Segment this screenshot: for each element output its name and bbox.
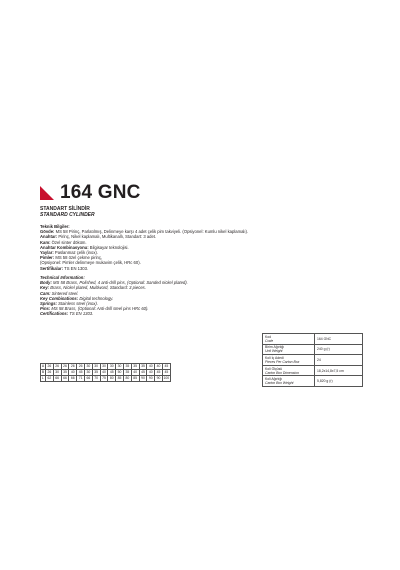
tech-en-text: MS 58 Brass, (Optional: Anti-drill steel pins HRc 60).	[50, 306, 149, 312]
spec-key-en: Pieces Per Carton Box	[265, 359, 300, 364]
tech-tr-row	[40, 266, 370, 271]
dimension-cell: 30	[116, 364, 124, 370]
dimension-cell: 62	[46, 376, 54, 382]
dimension-cell: 80	[108, 376, 116, 382]
dimension-table	[40, 363, 171, 382]
tech-tr-text: Paslanmaz çelik (inox).	[53, 250, 98, 256]
dimension-cell: 71	[77, 376, 85, 382]
spec-key	[263, 365, 315, 376]
dimension-cell: 80	[123, 376, 131, 382]
dimension-cell: 45	[155, 370, 163, 376]
spec-row	[263, 376, 363, 387]
dimension-cell: 66	[84, 376, 92, 382]
dimension-cell: 35	[92, 370, 100, 376]
product-header	[40, 182, 141, 204]
dimension-cell: 66	[61, 376, 69, 382]
dimension-cell: 35	[61, 370, 69, 376]
tech-tr-text: Bilgisayar teknolojisi.	[88, 244, 129, 250]
tech-tr-label: Yaylar:	[40, 250, 54, 256]
dimension-cell: 35	[139, 364, 147, 370]
tech-tr-label: Gövde:	[40, 229, 55, 235]
tech-tr-label: Pimler:	[40, 255, 55, 261]
dimension-cell: 30	[84, 364, 92, 370]
dimension-cell: 45	[162, 364, 170, 370]
spec-value: 240 g (r)	[315, 344, 363, 355]
dimension-cell: 26	[77, 364, 85, 370]
dimension-row-label: A	[41, 364, 45, 368]
dimension-cell: 90	[147, 376, 155, 382]
tech-tr-text: (Opsiyonel: Pimler delinmeye mukavim çelik, HRc 60).	[40, 260, 141, 266]
dimension-cell: 26	[46, 364, 54, 370]
dimension-row-label: B	[41, 370, 45, 374]
dimension-cell: 40	[100, 370, 108, 376]
dimension-cell: 26	[61, 364, 69, 370]
tech-en-text: MS 58 Brass, Polished, 4 anti-drill pins, (Optional: Sanded nickel plated).	[51, 280, 188, 286]
tech-tr-label: Anahtar:	[40, 234, 58, 240]
technical-info-tr	[40, 224, 370, 271]
dimension-cell: 30	[108, 364, 116, 370]
spec-table	[262, 333, 363, 387]
spec-key-tr: Koli İç Adedi	[265, 355, 284, 360]
tech-tr-text: TS EN 1303.	[63, 265, 89, 271]
red-triangle-icon	[40, 186, 54, 200]
dimension-cell: 30	[53, 370, 61, 376]
dimension-cell: 30	[84, 370, 92, 376]
tech-tr-label: Sertifikalar:	[40, 265, 64, 271]
spec-key	[263, 334, 315, 345]
spec-key-en: Carton Box Dimension	[265, 370, 299, 375]
dimension-cell: 35	[123, 370, 131, 376]
dimension-cell: 90	[139, 376, 147, 382]
technical-info-en-heading: Technical Information:	[40, 275, 85, 280]
dimension-cell: 75	[100, 376, 108, 382]
dimension-cell: 90	[155, 376, 163, 382]
spec-row	[263, 355, 363, 366]
dimension-cell: 70	[92, 376, 100, 382]
product-title: 164 GNC	[60, 182, 141, 203]
tech-tr-text: Pirinç, Nikel kaplamalı, Multikanallı, Standart: 3 adet.	[57, 234, 157, 240]
dimension-cell: 50	[116, 370, 124, 376]
spec-key-tr: Koli Ölçüsü	[265, 366, 283, 371]
tech-en-label: Cam:	[40, 290, 51, 296]
tech-en-label: Springs:	[40, 301, 57, 307]
tech-en-text: Sintered steel.	[50, 290, 79, 296]
tech-en-label: Key:	[40, 285, 50, 291]
tech-tr-text: Özel sinter döküm.	[50, 239, 87, 245]
dimension-cell: 35	[131, 364, 139, 370]
dimension-cell: 45	[139, 370, 147, 376]
spec-key-en: Carton Box Weight	[265, 381, 294, 386]
dimension-row-label: L	[42, 376, 44, 380]
dimension-cell: 40	[131, 370, 139, 376]
dimension-cell: 66	[69, 376, 77, 382]
tech-tr-label: Anahtar Kombinasyonu:	[40, 244, 89, 250]
spec-key-en: Unit Weight	[265, 349, 283, 354]
dimension-cell: 85	[131, 376, 139, 382]
spec-value: 5,820 g (r)	[315, 376, 363, 387]
tech-en-text: Digital technology.	[78, 295, 114, 301]
dimension-cell: 30	[92, 364, 100, 370]
spec-key	[263, 355, 315, 366]
tech-en-label: Body:	[40, 280, 52, 286]
spec-key	[263, 344, 315, 355]
spec-row	[263, 344, 363, 355]
product-subtitle	[40, 206, 95, 218]
dimension-cell: 45	[162, 370, 170, 376]
tech-tr-label: Kam:	[40, 239, 51, 245]
technical-info-tr-heading: Teknik Bilgiler:	[40, 224, 70, 229]
spec-key-tr: Kod	[265, 334, 272, 339]
dimension-cell: 26	[69, 364, 77, 370]
tech-en-text: Brass, Nickel plated, Multiword, Standard: 3 pieces.	[49, 285, 146, 291]
spec-row	[263, 365, 363, 376]
tech-tr-text: MS 58 Pirinç, Parlatılmış, Delinmeye karşı 4 adet çelik pim takviyeli. (Opsiyonel: Kumlu nikel kaplamalı).	[54, 229, 249, 235]
dimension-cell: 40	[69, 370, 77, 376]
tech-en-text: TS EN 1303.	[68, 311, 94, 317]
spec-key-tr: Birim Ağırlığı	[265, 345, 285, 350]
dimension-cell: 40	[155, 364, 163, 370]
tech-en-label: Certifications:	[40, 311, 69, 317]
spec-key-en: Code	[265, 338, 274, 343]
spec-value: 24	[315, 355, 363, 366]
dimension-cell: 100	[163, 376, 170, 380]
spec-row	[263, 334, 363, 345]
dimension-cell: 66	[53, 376, 61, 382]
dimension-cell: 30	[100, 364, 108, 370]
tech-en-label: Pins:	[40, 306, 51, 312]
technical-info-en	[40, 275, 370, 317]
spec-value: 164 GNC	[315, 334, 363, 345]
dimension-cell: 26	[53, 364, 61, 370]
tech-tr-text: MS 58 özel çekme pirinç,	[54, 255, 103, 261]
spec-key-tr: Koli Ağırlığı	[265, 377, 283, 382]
dimension-cell: 26	[46, 370, 54, 376]
spec-key	[263, 376, 315, 387]
tech-en-text: Stainless steel (inox).	[56, 301, 98, 307]
dimension-cell: 40	[147, 370, 155, 376]
dimension-row	[41, 376, 171, 382]
dimension-cell: 40	[147, 364, 155, 370]
spec-value: 18,2x14,8x7,5 cm	[315, 365, 363, 376]
subtitle-en: STANDARD CYLINDER	[40, 212, 95, 219]
dimension-cell: 35	[123, 364, 131, 370]
dimension-cell: 45	[77, 370, 85, 376]
subtitle-tr: STANDART SİLİNDİR	[40, 206, 90, 212]
tech-en-label: Key Combinations:	[40, 295, 79, 301]
dimension-cell: 45	[108, 370, 116, 376]
dimension-cell: 85	[116, 376, 124, 382]
tech-en-row	[40, 311, 370, 316]
